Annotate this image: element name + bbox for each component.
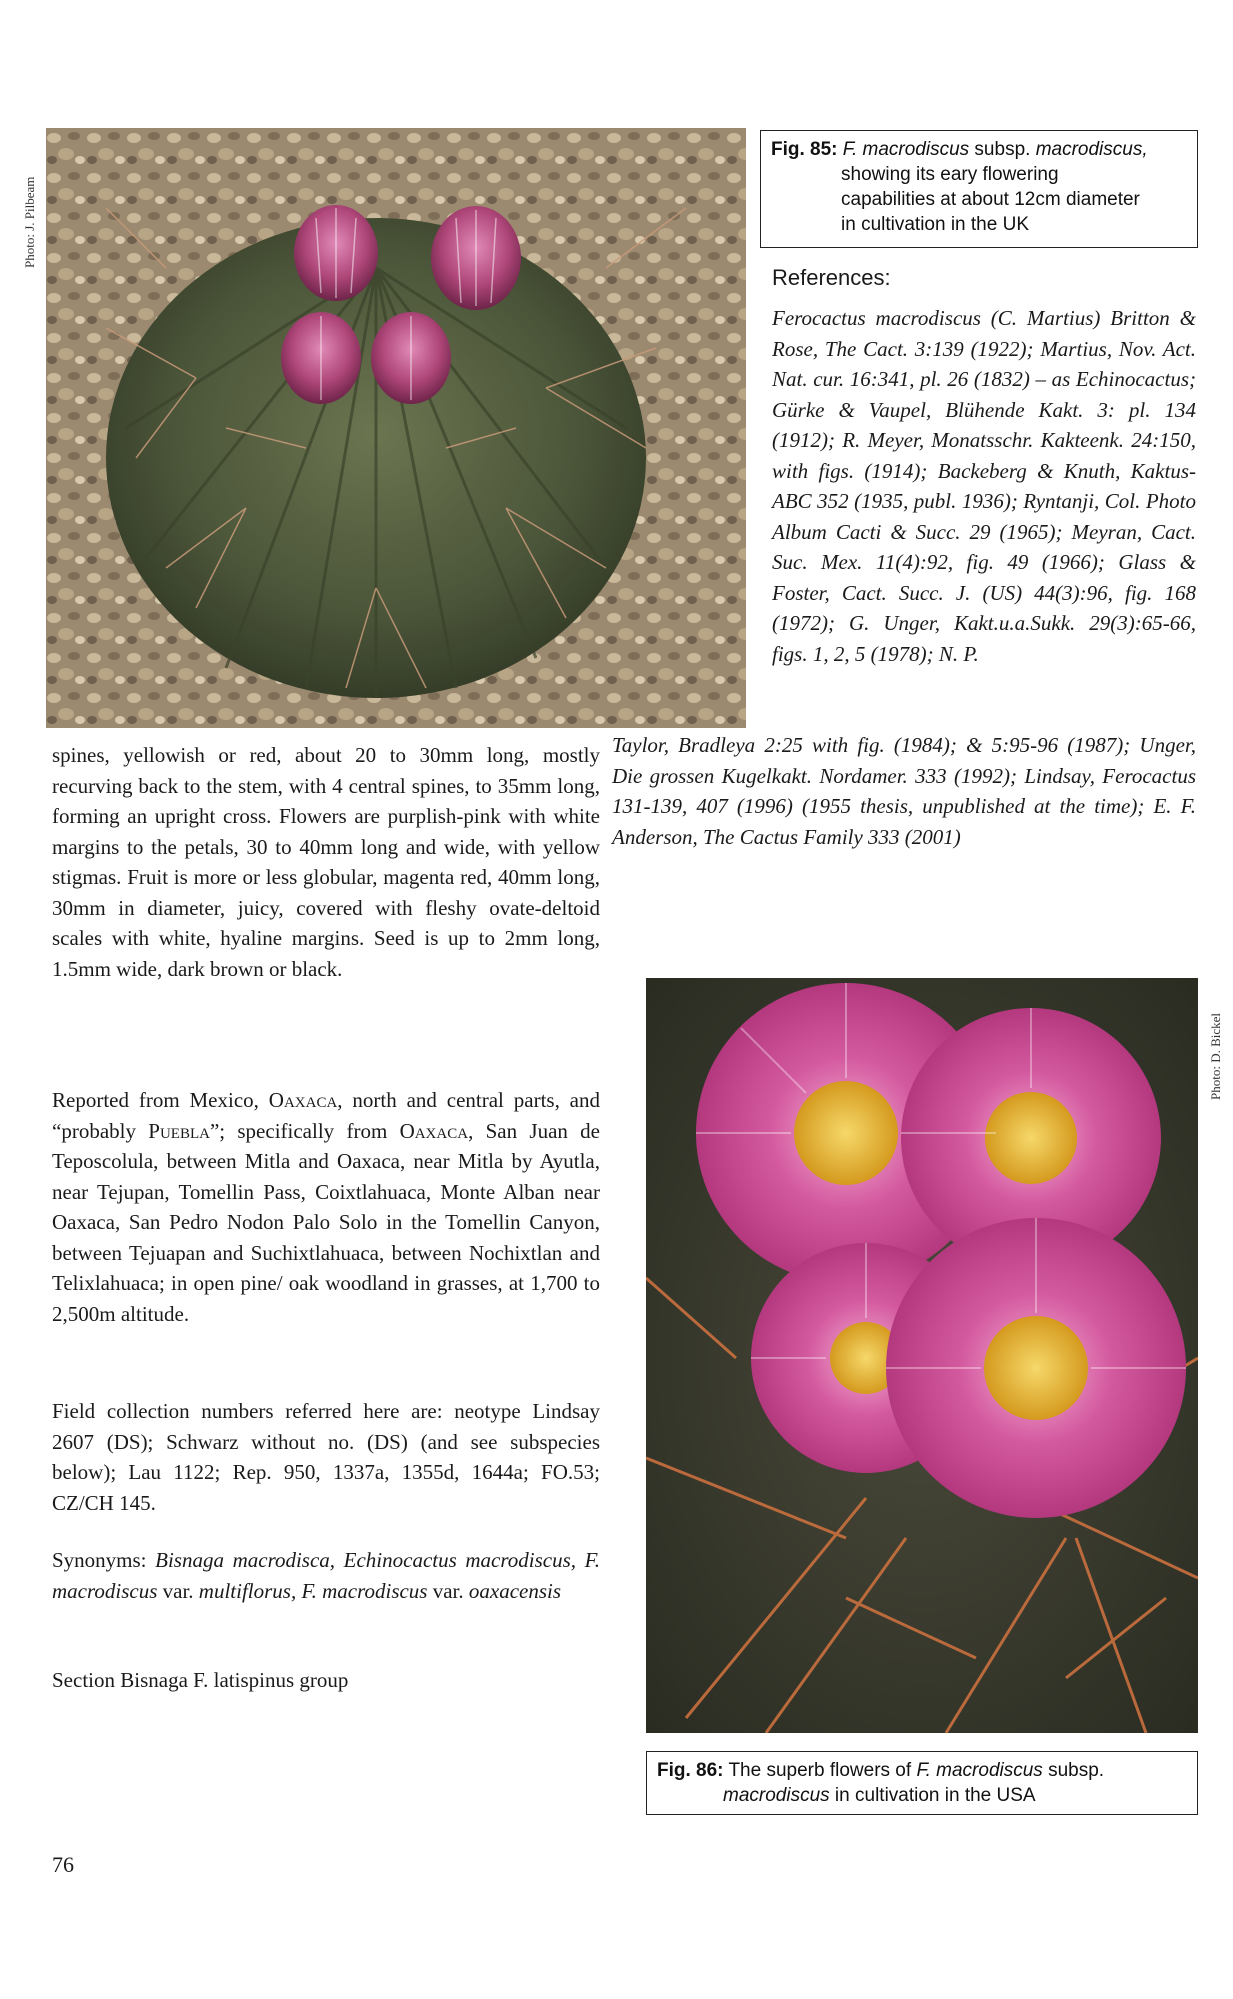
distribution-text-3: ”; specifically from	[209, 1118, 400, 1143]
figure-85-number: Fig. 85:	[771, 139, 838, 160]
state-oaxaca-2: Oaxaca	[399, 1118, 469, 1143]
state-oaxaca: Oaxaca	[268, 1088, 338, 1112]
photo-credit-pilbeam: Photo: J. Pilbeam	[22, 176, 37, 268]
page-number: 76	[52, 1852, 74, 1877]
cactus-buds-image	[46, 128, 746, 728]
figure-85-taxon: F. macrodiscus	[842, 139, 970, 160]
distribution-text-1: Reported from Mexico,	[52, 1088, 269, 1112]
references-body: Ferocactus macrodiscus (C. Martius) Britton & Rose, The Cact. 3:139 (1922); Martius, Nov. Act. Nat. cur. 16:341, pl. 26 (1832) – as Echinocactus; Gürke & Vaupel, Blühende Kakt. 3: pl. 134 (1912); R. Meyer, Monatsschr. Kakteenk. 24:150, with figs. (1914); Backeberg & Knuth, Kaktus-ABC 352 (1935, publ. 1936); Ryntanji, Col. Photo Album Cacti & Succ. 29 (1965); Meyran, Cact. Suc. Mex. 11(4):92, fig. 49 (1966); Glass & Foster, Cact. Succ. J. (US) 44(3):96, fig. 168 (1972); G. Unger, Kakt.u.a.Sukk. 29(3):65-66, figs. 1, 2, 5 (1978); N. P.	[772, 306, 1196, 666]
figure-85-taxon2: macrodiscus,	[1035, 139, 1148, 160]
figure-86-taxon2: macrodiscus	[723, 1785, 830, 1806]
synonym-var-2: var.	[427, 1578, 469, 1603]
field-numbers-text: Field collection numbers referred here are: neotype Lindsay 2607 (DS); Schwarz without no. (DS) (and see subspecies below); Lau 1122; Rep. 950, 1337a, 1355d, 1644a; FO.53; CZ/CH 145.	[52, 1399, 600, 1515]
figure-85-line3: capabilities at about 12cm diameter	[841, 189, 1140, 210]
synonym-var-1: var.	[157, 1578, 199, 1603]
references-continuation: Taylor, Bradleya 2:25 with fig. (1984); & 5:95-96 (1987); Unger, Die grossen Kugelkakt. Nordamer. 333 (1992); Lindsay, Ferocactus 131-139, 407 (1996) (1955 thesis, unpublished at the time); E. F. Anderson, The Cactus Family 333 (2001)	[612, 733, 1196, 849]
figure-86-taxon: F. macrodiscus	[916, 1760, 1043, 1781]
distribution-text-4: , San Juan de Teposcolula, between Mitla and Oaxaca, near Mitla by Ayutla, near Tejupan, Tomellin Pass, Coixtlahuaca, Monte Alban near Oaxaca, San Pedro Nodon Palo Solo in the Tomellin Canyon, between Tejuapan and Suchixtlahuaca, between Nochixtlan and Telixlahuaca; in open pine/ oak woodland in grasses, at 1,700 to 2,500m altitude.	[52, 1118, 600, 1326]
section-text: Section Bisnaga F. latispinus group	[52, 1668, 349, 1692]
figure-86-text: The superb flowers of	[723, 1760, 917, 1781]
figure-85-subsp: subsp.	[969, 139, 1036, 160]
references-heading: References:	[772, 265, 891, 290]
figure-86-subsp: subsp.	[1042, 1760, 1105, 1781]
synonym-names-3: oaxacensis	[468, 1578, 562, 1603]
flowers-image	[646, 978, 1198, 1733]
synonyms-paragraph	[52, 1545, 600, 1606]
synonyms-label: Synonyms:	[52, 1548, 156, 1572]
figure-86-number: Fig. 86:	[657, 1760, 724, 1781]
field-numbers-paragraph	[52, 1396, 600, 1518]
distribution-paragraph	[52, 1085, 600, 1329]
photo-flowers	[646, 978, 1198, 1733]
figure-85-line4: in cultivation in the UK	[841, 214, 1029, 235]
synonym-names-2: multiflorus, F. macrodiscus	[198, 1578, 428, 1603]
synonym-names-1: Bisnaga macrodisca, Echinocactus macrodiscus, F. macrodiscus	[52, 1548, 600, 1603]
description-text: spines, yellowish or red, about 20 to 30mm long, mostly recurving back to the stem, with 4 central spines, to 35mm long, forming an upright cross. Flowers are purplish-pink with white margins to the petals, 30 to 40mm long and wide, with yellow stigmas. Fruit is more or less globular, magenta red, 40mm long, 30mm in diameter, juicy, covered with fleshy ovate-deltoid scales with white, hyaline margins. Seed is up to 2mm long, 1.5mm wide, dark brown or black.	[52, 743, 600, 981]
figure-85-caption	[760, 130, 1198, 248]
state-puebla: Puebla	[148, 1118, 210, 1143]
figure-85-line2: showing its eary flowering	[841, 164, 1059, 185]
section-paragraph	[52, 1665, 600, 1696]
distribution-text-2: , north and central parts, and “probably	[52, 1088, 600, 1143]
description-paragraph	[52, 740, 600, 984]
figure-86-caption	[646, 1751, 1198, 1815]
photo-cactus-buds	[46, 128, 746, 728]
photo-credit-bickel: Photo: D. Bickel	[1208, 1012, 1223, 1100]
figure-86-text2: in cultivation in the USA	[829, 1785, 1036, 1806]
